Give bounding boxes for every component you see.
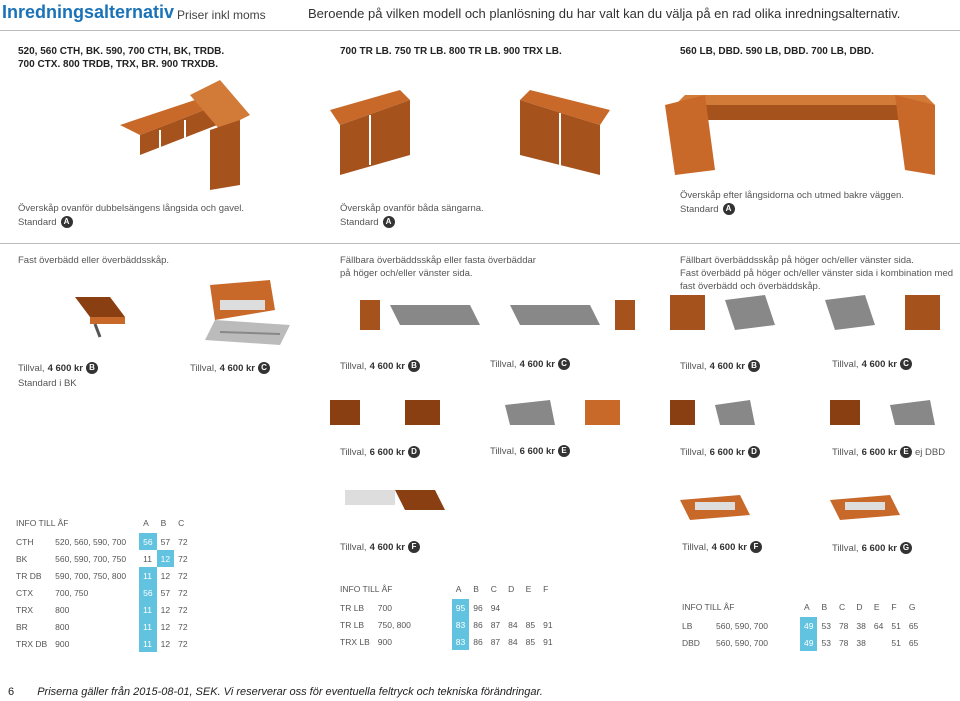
info-table-value: 78 <box>838 637 849 648</box>
info-table-row <box>12 533 192 550</box>
info-table-value: 11 <box>139 618 156 635</box>
info-table-value: 72 <box>178 553 188 564</box>
option-c1-b-note: Standard i BK <box>18 378 77 389</box>
info-table-value: 72 <box>178 638 188 649</box>
info-table-title: INFO TILL ÅF <box>682 602 735 612</box>
option-c3-f <box>682 541 762 553</box>
info-table-value: 12 <box>157 550 174 567</box>
page-subtitle: Priser inkl moms <box>177 8 266 22</box>
info-table-value: 64 <box>873 620 884 631</box>
option-label: Tillval, <box>340 541 367 553</box>
info-table-code: TR LB <box>340 602 365 613</box>
info-table-value: 86 <box>473 619 483 630</box>
col3-standard-badge: A <box>723 203 735 215</box>
info-table-value: 84 <box>508 636 518 647</box>
info-table-value: 78 <box>838 620 849 631</box>
col3-standard-label: Standard <box>680 203 719 215</box>
info-table-col-header: F <box>891 602 897 612</box>
option-note: ej DBD <box>914 446 946 458</box>
col1-bed-illustration-b <box>70 292 130 342</box>
col3-bed-illustration <box>665 290 945 340</box>
info-table-col-header: E <box>525 584 532 594</box>
info-table-value: 51 <box>891 637 901 648</box>
info-table-value: 38 <box>856 637 866 648</box>
info-table-col-header: C <box>838 602 846 612</box>
option-badge: F <box>750 541 762 553</box>
option-price: 6 600 kr <box>519 445 555 457</box>
option-label: Tillval, <box>832 542 859 554</box>
info-table-row <box>678 634 922 651</box>
info-table-col-header: F <box>543 584 549 594</box>
info-table-models: 560, 590, 700 <box>716 637 768 648</box>
info-table-code: LB <box>682 620 693 631</box>
option-price: 4 600 kr <box>709 360 745 372</box>
col1-standard-badge: A <box>61 216 73 228</box>
info-table-models: 520, 560, 590, 700 <box>55 536 127 547</box>
option-label: Tillval, <box>680 360 707 372</box>
info-table-models: 560, 590, 700 <box>716 620 768 631</box>
info-table-col-header: G <box>908 602 916 612</box>
col2-standard <box>340 216 395 228</box>
col3-models: 560 LB, DBD. 590 LB, DBD. 700 LB, DBD. <box>680 46 874 57</box>
col1-bed-caption: Fast överbädd eller överbäddsskåp. <box>18 255 170 266</box>
col2-bed-caption <box>340 254 536 280</box>
option-price: 4 600 kr <box>861 358 897 370</box>
col2-standard-label: Standard <box>340 216 379 228</box>
info-table-value: 91 <box>543 619 553 630</box>
option-c2-f <box>340 541 420 553</box>
info-table-col-header: A <box>143 518 149 528</box>
info-table-value: 11 <box>139 635 156 652</box>
option-badge: C <box>558 358 570 370</box>
option-badge: B <box>86 362 98 374</box>
col3-bed-caption-line2: Fast överbädd på höger och/eller vänster sida i kombination med <box>680 268 954 279</box>
info-table-row <box>12 584 192 601</box>
col1-cabinet-illustration <box>120 85 260 195</box>
info-table-row <box>12 635 192 652</box>
info-table-value: 72 <box>178 570 188 581</box>
info-table-code: TR DB <box>16 570 42 581</box>
col2-option-illustrations <box>330 395 630 435</box>
info-table-3 <box>678 597 922 651</box>
col1-models-line2: 700 CTX. 800 TRDB, TRX, BR. 900 TRXDB. <box>18 59 219 70</box>
info-table-value: 12 <box>160 570 171 581</box>
info-table-models: 800 <box>55 621 70 632</box>
option-price: 6 600 kr <box>369 446 405 458</box>
option-c3-c <box>832 358 912 370</box>
info-table-row <box>12 618 192 635</box>
option-price: 6 600 kr <box>861 446 897 458</box>
info-table-row <box>336 633 557 650</box>
info-table-col-header: A <box>455 584 462 594</box>
info-table-header <box>336 579 557 599</box>
option-c3-b <box>680 360 760 372</box>
info-table-col-header: C <box>490 584 497 594</box>
info-table-1 <box>12 513 192 652</box>
col1-bed-illustration-c <box>200 280 300 350</box>
info-table-row <box>678 617 922 634</box>
col2-standard-badge: A <box>383 216 395 228</box>
col1-standard-label: Standard <box>18 216 57 228</box>
option-label: Tillval, <box>832 446 859 458</box>
info-table-col-header: C <box>178 518 185 528</box>
info-table-value: 65 <box>908 637 919 648</box>
option-badge: G <box>900 542 912 554</box>
option-c2-b <box>340 360 420 372</box>
col2-cabinet-illustration <box>330 85 630 180</box>
option-label: Tillval, <box>680 446 707 458</box>
option-badge: C <box>258 362 270 374</box>
option-price: 4 600 kr <box>711 541 747 553</box>
info-table-value: 56 <box>139 533 156 550</box>
info-table-value: 12 <box>160 621 171 632</box>
info-table-col-header: D <box>508 584 515 594</box>
info-table-value: 84 <box>508 619 518 630</box>
option-badge: B <box>408 360 420 372</box>
info-table-value: 83 <box>452 616 469 633</box>
info-table-value: 11 <box>139 567 156 584</box>
info-table-value: 53 <box>821 620 831 631</box>
col2-models: 700 TR LB. 750 TR LB. 800 TR LB. 900 TRX LB. <box>340 46 562 57</box>
option-c1-c <box>190 362 270 374</box>
info-table-value: 11 <box>143 553 152 564</box>
option-badge: C <box>900 358 912 370</box>
info-table-code: TRX DB <box>16 638 48 649</box>
col3-standard <box>680 203 735 215</box>
info-table-2 <box>336 579 557 650</box>
col1-standard <box>18 216 73 228</box>
info-table-value: 87 <box>490 636 501 647</box>
option-badge: E <box>900 446 912 458</box>
option-label: Tillval, <box>832 358 859 370</box>
info-table-models: 590, 700, 750, 800 <box>55 570 127 581</box>
option-label: Tillval, <box>682 541 709 553</box>
info-table-col-header: B <box>473 584 479 594</box>
info-table-value: 86 <box>473 636 483 647</box>
info-table-value: 56 <box>139 584 156 601</box>
info-table-value: 51 <box>891 620 901 631</box>
info-table-value: 49 <box>800 634 817 651</box>
col3-f-illustration <box>680 490 800 530</box>
option-price: 4 600 kr <box>47 362 83 374</box>
option-badge: D <box>408 446 420 458</box>
info-table-models: 900 <box>377 636 392 647</box>
info-table-models: 700, 750 <box>55 587 89 598</box>
col3-bed-caption-line3: fast överbädd och överbäddskåp. <box>680 281 821 292</box>
info-table-code: TRX LB <box>340 636 370 647</box>
option-c3-e <box>832 446 945 458</box>
option-price: 6 600 kr <box>861 542 897 554</box>
info-table-col-header: B <box>821 602 828 612</box>
info-table-value: 65 <box>908 620 919 631</box>
col2-f-illustration <box>335 485 475 525</box>
col1-models <box>18 45 224 71</box>
info-table-value: 11 <box>139 601 156 618</box>
option-label: Tillval, <box>490 445 517 457</box>
option-price: 4 600 kr <box>369 541 405 553</box>
col2-bed-illustration <box>360 285 640 345</box>
info-table-col-header: B <box>160 518 167 528</box>
option-badge: E <box>558 445 570 457</box>
info-table-row <box>12 601 192 618</box>
info-table-title: INFO TILL ÅF <box>16 518 69 528</box>
info-table-code: BK <box>16 553 28 564</box>
page-headline: Beroende på vilken modell och planlösning du har valt kan du välja på en rad olika inredningsalternativ. <box>308 6 901 21</box>
info-table-value: 72 <box>178 604 188 615</box>
info-table-col-header: A <box>804 602 810 612</box>
option-label: Tillval, <box>190 362 217 374</box>
option-c1-b <box>18 362 98 374</box>
info-table-value <box>504 599 521 616</box>
info-table-value <box>539 599 556 616</box>
info-table-value: 53 <box>821 637 831 648</box>
option-price: 4 600 kr <box>219 362 255 374</box>
info-table-value: 49 <box>800 617 817 634</box>
option-badge: D <box>748 446 760 458</box>
option-price: 6 600 kr <box>709 446 745 458</box>
col2-bed-caption-line1: Fällbara överbäddsskåp eller fasta överbäddar <box>340 255 536 266</box>
info-table-value: 57 <box>160 587 171 598</box>
info-table-models: 700 <box>377 602 392 613</box>
option-label: Tillval, <box>340 360 367 372</box>
info-table-code: DBD <box>682 637 700 648</box>
info-table-models: 750, 800 <box>377 619 411 630</box>
info-table-row <box>12 567 192 584</box>
info-table-models: 560, 590, 700, 750 <box>55 553 127 564</box>
info-table-row <box>12 550 192 567</box>
footer <box>8 686 543 698</box>
info-table-value: 57 <box>160 536 171 547</box>
header-divider <box>0 30 960 31</box>
info-table-models: 900 <box>55 638 70 649</box>
info-table-value: 72 <box>178 536 188 547</box>
option-badge: F <box>408 541 420 553</box>
info-table-value: 83 <box>452 633 469 650</box>
col3-g-illustration <box>830 490 950 530</box>
info-table-value: 87 <box>490 619 501 630</box>
info-table-code: BR <box>16 621 28 632</box>
col1-caption: Överskåp ovanför dubbelsängens långsida och gavel. <box>18 203 245 214</box>
info-table-row <box>336 616 557 633</box>
page-title: Inredningsalternativ <box>2 2 175 22</box>
footer-text: Priserna gäller från 2015-08-01, SEK. Vi reserverar oss för eventuella feltryck och tekniska förändringar. <box>37 686 543 698</box>
info-table-code: CTH <box>16 536 34 547</box>
info-table-col-header: E <box>873 602 880 612</box>
option-price: 4 600 kr <box>369 360 405 372</box>
option-c2-c <box>490 358 570 370</box>
info-table-value: 38 <box>856 620 866 631</box>
info-table-value <box>522 599 539 616</box>
info-table-value: 96 <box>473 602 483 613</box>
info-table-code: TR LB <box>340 619 365 630</box>
option-price: 4 600 kr <box>519 358 555 370</box>
option-label: Tillval, <box>490 358 517 370</box>
page-number: 6 <box>8 686 15 698</box>
info-table-value: 72 <box>178 621 188 632</box>
info-table-value: 91 <box>543 636 553 647</box>
option-c2-e <box>490 445 570 457</box>
info-table-value: 85 <box>525 619 536 630</box>
col2-bed-caption-line2: på höger och/eller vänster sida. <box>340 268 473 279</box>
info-table-title: INFO TILL ÅF <box>340 584 393 594</box>
info-table-value: 95 <box>452 599 469 616</box>
col3-bed-caption <box>680 254 953 293</box>
info-table-code: CTX <box>16 587 33 598</box>
info-table-value: 12 <box>160 638 171 649</box>
info-table-value <box>870 634 887 651</box>
option-badge: B <box>748 360 760 372</box>
option-label: Tillval, <box>340 446 367 458</box>
col3-bed-caption-line1: Fällbart överbäddsskåp på höger och/eller vänster sida. <box>680 255 914 266</box>
option-c3-g <box>832 542 912 554</box>
col1-models-line1: 520, 560 CTH, BK. 590, 700 CTH, BK, TRDB. <box>18 46 225 57</box>
info-table-models: 800 <box>55 604 70 615</box>
info-table-value: 85 <box>525 636 536 647</box>
info-table-value: 94 <box>490 602 501 613</box>
info-table-header <box>12 513 192 533</box>
col3-caption: Överskåp efter långsidorna och utmed bakre väggen. <box>680 190 904 201</box>
info-table-row <box>336 599 557 616</box>
col2-caption: Överskåp ovanför båda sängarna. <box>340 203 484 214</box>
col3-option-illustrations <box>670 395 950 435</box>
col3-cabinet-illustration <box>665 80 945 180</box>
info-table-header <box>678 597 922 617</box>
info-table-code: TRX <box>16 604 33 615</box>
info-table-value: 12 <box>160 604 171 615</box>
section-divider <box>0 243 960 244</box>
info-table-value: 72 <box>178 587 188 598</box>
option-c3-d <box>680 446 760 458</box>
option-label: Tillval, <box>18 362 45 374</box>
option-c2-d <box>340 446 420 458</box>
info-table-col-header: D <box>856 602 863 612</box>
